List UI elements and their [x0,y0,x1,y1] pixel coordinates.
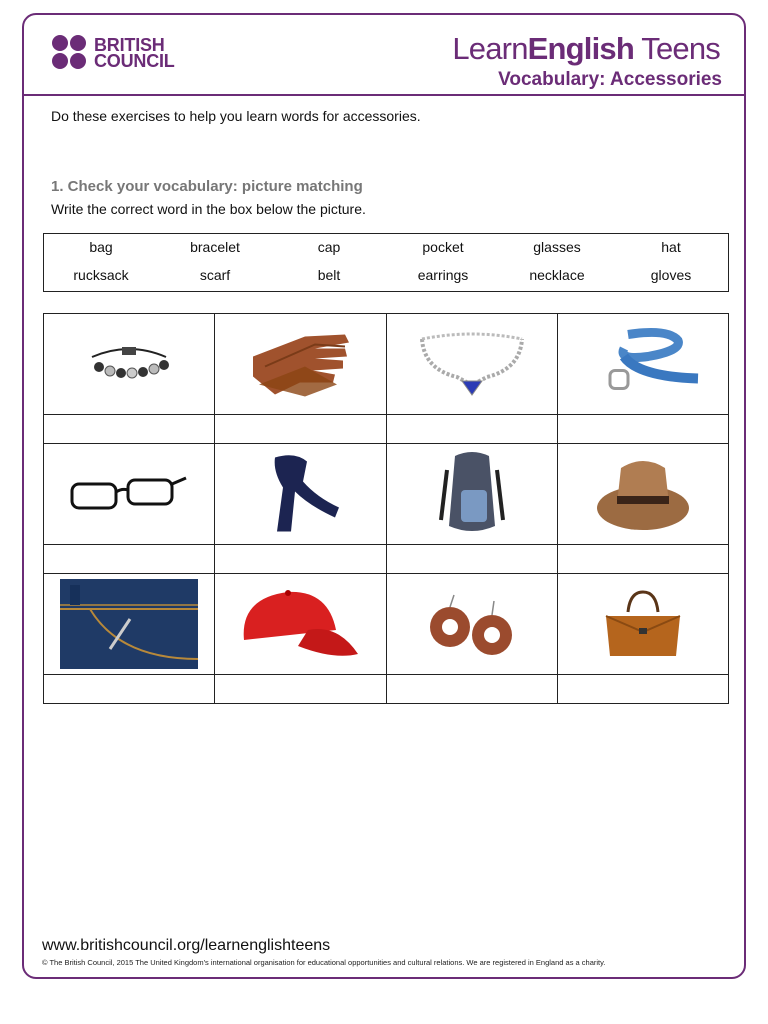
answer-box[interactable] [44,675,215,704]
answer-box[interactable] [557,675,728,704]
footer-url[interactable]: www.britishcouncil.org/learnenglishteens [42,937,331,954]
logo-line2: COUNCIL [94,51,175,71]
footer-copyright: © The British Council, 2015 The United Kingdom's international organisation for educational opportunities and cultural relations. We are registered in England as a charity. [42,958,606,967]
learnenglish-teens-brand [452,31,720,67]
answer-box[interactable] [386,415,557,444]
picture-cell [386,444,557,545]
answer-box[interactable] [215,415,386,444]
word-bank-item: scarf [199,267,231,283]
picture-cell [557,314,728,415]
british-council-logo [52,35,175,71]
worksheet-frame [22,13,746,979]
picture-cell [215,574,386,675]
picture-cell [44,314,215,415]
cap-image [238,584,362,664]
picture-cell [386,314,557,415]
word-bank-item: bracelet [190,239,240,255]
answer-box[interactable] [215,545,386,574]
word-bank-item: gloves [650,267,692,283]
answer-box[interactable] [386,675,557,704]
brand-part3: Teens [634,31,720,66]
earrings-image [422,589,522,659]
word-bank-item: glasses [533,239,581,255]
picture-matching-table [43,313,729,704]
exercise-title: 1. Check your vocabulary: picture matching [51,178,363,195]
bag-image [598,588,688,660]
picture-cell [44,444,215,545]
picture-cell [557,574,728,675]
picture-cell [215,444,386,545]
answer-box[interactable] [44,415,215,444]
picture-cell [215,314,386,415]
belt-image [578,327,708,402]
answer-box[interactable] [44,545,215,574]
logo-dots-icon [52,35,88,71]
word-bank-item: belt [317,267,341,283]
rucksack-image [437,450,507,538]
answer-box[interactable] [557,415,728,444]
bracelet-image [84,339,174,389]
hat-image [593,454,693,534]
answer-box[interactable] [386,545,557,574]
picture-cell [44,574,215,675]
exercise-instruction: Write the correct word in the box below the picture. [51,201,366,217]
page-subtitle: Vocabulary: Accessories [498,69,722,90]
word-bank-item: hat [661,239,681,255]
answer-box[interactable] [215,675,386,704]
glasses-image [64,474,194,514]
pocket-image [60,579,198,669]
brand-part2: English [527,31,635,66]
word-bank-item: earrings [417,267,469,283]
header-divider [24,94,744,96]
word-bank-item: necklace [529,267,585,283]
brand-part1: Learn [452,31,528,66]
word-bank [43,233,729,292]
word-bank-item: rucksack [73,267,129,283]
word-bank-item: bag [89,239,113,255]
scarf-image [255,452,345,537]
gloves-image [245,327,355,402]
word-bank-item: pocket [422,239,464,255]
picture-cell [386,574,557,675]
necklace-image [412,329,532,399]
answer-box[interactable] [557,545,728,574]
logo-line1: BRITISH [94,35,165,55]
intro-text: Do these exercises to help you learn words for accessories. [51,108,421,124]
picture-cell [557,444,728,545]
word-bank-item: cap [317,239,341,255]
